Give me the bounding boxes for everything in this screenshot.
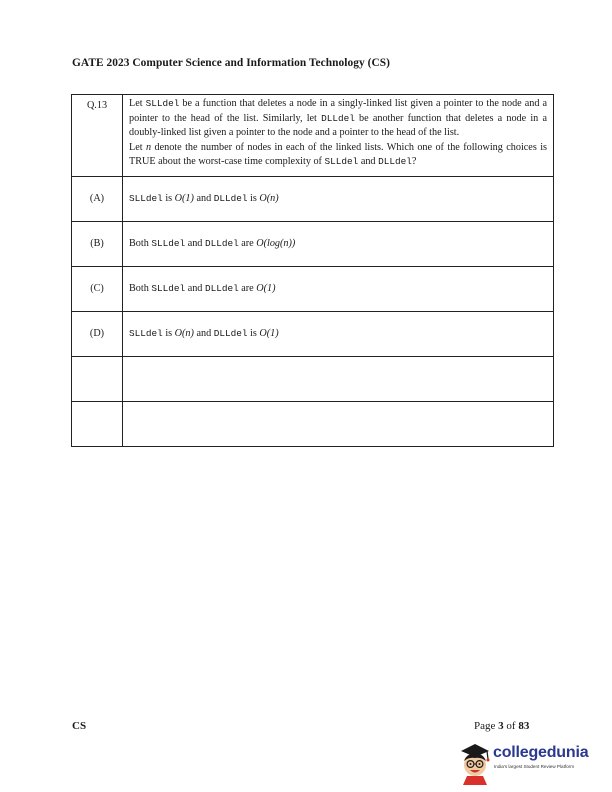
code-sll: SLLdel	[324, 156, 359, 168]
stem-text: Let	[129, 98, 146, 109]
option-text: and	[193, 327, 214, 339]
empty-cell	[72, 401, 123, 446]
footer-page-number	[474, 720, 529, 732]
code-dll: DLLdel	[204, 282, 239, 294]
option-text: and	[193, 192, 214, 204]
page-prefix: Page	[474, 720, 499, 732]
question-row	[72, 95, 554, 177]
code-sll: SLLdel	[129, 192, 163, 204]
code-sll: SLLdel	[145, 98, 180, 109]
option-text: Both	[129, 282, 152, 294]
stem-text: and	[358, 156, 379, 168]
empty-row	[72, 356, 554, 401]
option-text: is	[162, 192, 175, 204]
question-number: Q.13	[86, 100, 108, 111]
option-text: Both	[129, 237, 152, 249]
option-label: (B)	[72, 221, 123, 266]
empty-cell	[123, 356, 554, 401]
page-total: 83	[518, 720, 530, 732]
option-text-c	[123, 266, 554, 311]
graduate-mascot-icon	[457, 741, 493, 785]
stem-text: Let	[129, 141, 146, 153]
stem-text: denote the number of nodes in each of the linked lists. Which one of the following choices is TRUE about the worst-case time complexity of	[129, 141, 548, 168]
logo-wordmark: collegedunia	[493, 744, 589, 761]
option-text: is	[247, 192, 260, 204]
question-stem-cell	[123, 95, 554, 177]
math-complexity: O(n)	[259, 192, 279, 204]
code-dll: DLLdel	[213, 327, 248, 339]
empty-cell	[123, 401, 554, 446]
page-current: 3	[498, 720, 504, 732]
page-header-title: GATE 2023 Computer Science and Information Technology (CS)	[72, 57, 390, 69]
code-dll: DLLdel	[213, 192, 248, 204]
code-sll: SLLdel	[129, 327, 163, 339]
stem-text: be another function that deletes a node in a doubly-linked list given a pointer to the node and a pointer to the head of the list.	[129, 112, 547, 139]
option-text: is	[247, 327, 260, 339]
math-complexity: O(1)	[256, 282, 276, 294]
stem-text: ?	[411, 156, 417, 168]
math-complexity: O(log(n))	[256, 237, 296, 249]
option-text: and	[185, 237, 205, 249]
math-complexity: O(1)	[259, 327, 279, 339]
option-text: are	[238, 237, 257, 249]
question-number-cell	[72, 95, 123, 177]
option-row-c[interactable]	[72, 266, 554, 311]
math-complexity: O(1)	[174, 192, 194, 204]
option-text: and	[185, 282, 205, 294]
page-mid: of	[503, 720, 519, 732]
option-text: is	[162, 327, 175, 339]
stem-text: be a function that deletes a node in a singly-linked list given a pointer to the node and a pointer to the head of the list. Similarly, let	[129, 98, 547, 124]
option-text: are	[238, 282, 257, 294]
code-sll: SLLdel	[151, 282, 186, 294]
logo-tagline: India's largest Student Review Platform	[494, 764, 575, 769]
code-dll: DLLdel	[378, 156, 412, 168]
code-dll: DLLdel	[204, 237, 239, 249]
option-row-b[interactable]	[72, 221, 554, 266]
question-table	[71, 94, 554, 447]
code-dll: DLLdel	[321, 112, 355, 124]
math-n: n	[146, 141, 152, 153]
option-text-b	[123, 221, 554, 266]
option-row-a[interactable]	[72, 176, 554, 221]
option-label: (A)	[72, 176, 123, 221]
math-complexity: O(n)	[174, 327, 194, 339]
option-label: (C)	[72, 266, 123, 311]
footer-subject-code: CS	[72, 720, 87, 732]
empty-row	[72, 401, 554, 446]
empty-cell	[72, 356, 123, 401]
option-text-d	[123, 311, 554, 356]
collegedunia-logo[interactable]	[457, 741, 597, 785]
code-sll: SLLdel	[151, 237, 186, 249]
option-text-a	[123, 176, 554, 221]
option-row-d[interactable]	[72, 311, 554, 356]
question-stem	[129, 95, 547, 176]
option-label: (D)	[72, 311, 123, 356]
